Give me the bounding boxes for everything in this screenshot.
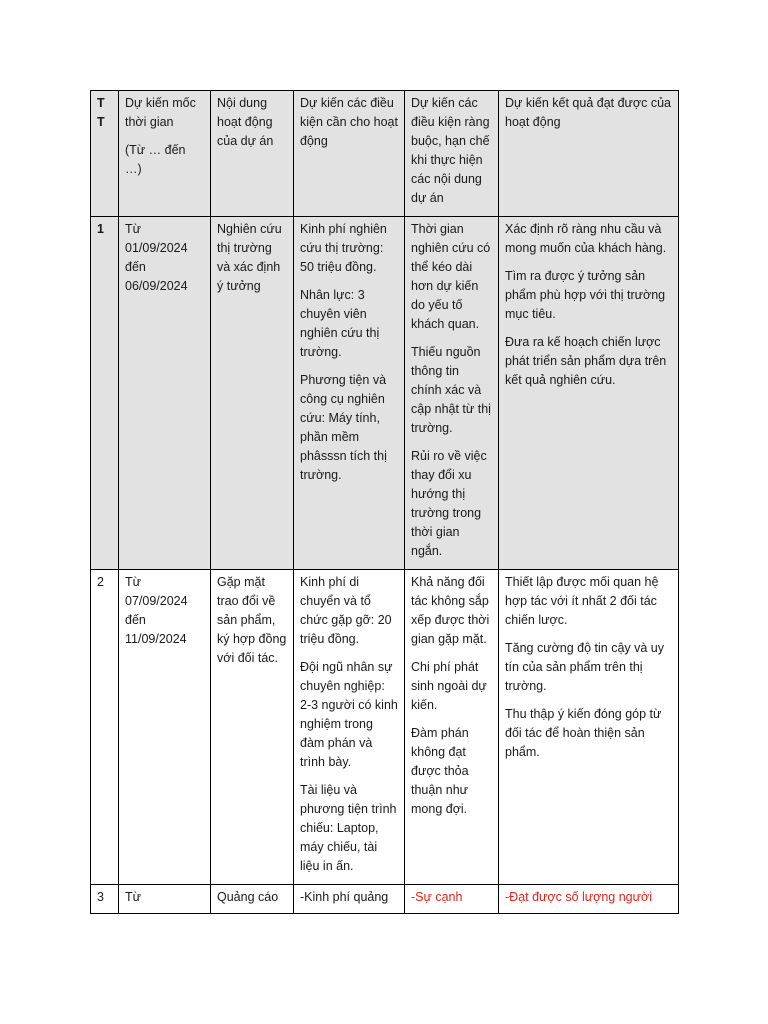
table-row bbox=[91, 885, 679, 914]
condition-item: Đội ngũ nhân sự chuyên nghiệp: 2-3 người có kinh nghiệm trong đàm phán và trình bày. bbox=[300, 660, 398, 769]
condition-item: Kinh phí nghiên cứu thị trường: 50 triệu đồng. bbox=[300, 222, 387, 274]
row-content: Nghiên cứu thị trường và xác định ý tưởng bbox=[211, 217, 294, 570]
row-time: Từ 07/09/2024 đến 11/09/2024 bbox=[119, 570, 211, 885]
condition-item: Nhân lực: 3 chuyên viên nghiên cứu thị trường. bbox=[300, 288, 380, 359]
constraint-item: Thiếu nguồn thông tin chính xác và cập nhật từ thị trường. bbox=[411, 345, 491, 435]
header-time bbox=[119, 91, 211, 217]
constraint-item: Đàm phán không đạt được thỏa thuận như mong đợi. bbox=[411, 726, 469, 816]
header-time-label: Dự kiến mốc thời gian bbox=[125, 96, 196, 129]
result-item: Đưa ra kế hoạch chiến lược phát triển sản phẩm dựa trên kết quả nghiên cứu. bbox=[505, 335, 667, 387]
project-plan-table bbox=[90, 90, 679, 914]
constraint-item: Chi phí phát sinh ngoài dự kiến. bbox=[411, 660, 487, 712]
row-time: Từ 01/09/2024 đến 06/09/2024 bbox=[119, 217, 211, 570]
row-number: 1 bbox=[91, 217, 119, 570]
result-item: Thiết lập được mối quan hệ hợp tác với ít nhất 2 đối tác chiến lược. bbox=[505, 575, 659, 627]
result-item: Tăng cường độ tin cậy và uy tín của sản phẩm trên thị trường. bbox=[505, 641, 665, 693]
row-number: 2 bbox=[91, 570, 119, 885]
row-constraints bbox=[405, 217, 499, 570]
header-time-note: (Từ … đến …) bbox=[125, 143, 186, 176]
header-constraints: Dự kiến các điều kiện ràng buộc, hạn chế khi thực hiện các nội dung dự án bbox=[405, 91, 499, 217]
header-content: Nội dung hoạt động của dự án bbox=[211, 91, 294, 217]
row-conditions bbox=[294, 570, 405, 885]
row-number: 3 bbox=[91, 885, 119, 914]
header-results: Dự kiến kết quả đạt được của hoạt động bbox=[499, 91, 679, 217]
row-content: Quảng cáo bbox=[211, 885, 294, 914]
result-item: Thu thập ý kiến đóng góp từ đối tác để hoàn thiện sản phẩm. bbox=[505, 707, 662, 759]
result-item: Xác định rõ ràng nhu cầu và mong muốn của khách hàng. bbox=[505, 222, 667, 255]
header-conditions: Dự kiến các điều kiện cần cho hoạt động bbox=[294, 91, 405, 217]
constraint-item: Khả năng đối tác không sắp xếp được thời gian gặp mặt. bbox=[411, 575, 490, 646]
constraint-item: Thời gian nghiên cứu có thể kéo dài hơn dự kiến do yếu tố khách quan. bbox=[411, 222, 491, 331]
table-header-row bbox=[91, 91, 679, 217]
constraint-item: Rủi ro về việc thay đổi xu hướng thị trường trong thời gian ngắn. bbox=[411, 449, 487, 558]
condition-item: Kinh phí di chuyển và tổ chức gặp gỡ: 20 triệu đồng. bbox=[300, 575, 392, 646]
condition-item: Tài liệu và phương tiện trình chiếu: Laptop, máy chiếu, tài liệu in ấn. bbox=[300, 783, 397, 873]
table-row bbox=[91, 570, 679, 885]
row-results bbox=[499, 570, 679, 885]
row-content: Gặp mặt trao đổi về sản phẩm, ký hợp đồng với đối tác. bbox=[211, 570, 294, 885]
condition-item: Phương tiện và công cụ nghiên cứu: Máy tính, phần mềm phâsssn tích thị trường. bbox=[300, 373, 387, 482]
row-constraints: -Sự cạnh bbox=[405, 885, 499, 914]
result-item: Tìm ra được ý tưởng sản phẩm phù hợp với thị trường mục tiêu. bbox=[505, 269, 666, 321]
table-row bbox=[91, 217, 679, 570]
row-constraints bbox=[405, 570, 499, 885]
row-results: -Đạt được số lượng người bbox=[499, 885, 679, 914]
row-results bbox=[499, 217, 679, 570]
row-time: Từ bbox=[119, 885, 211, 914]
row-conditions bbox=[294, 217, 405, 570]
row-conditions: -Kinh phí quảng bbox=[294, 885, 405, 914]
header-tt: T T bbox=[91, 91, 119, 217]
